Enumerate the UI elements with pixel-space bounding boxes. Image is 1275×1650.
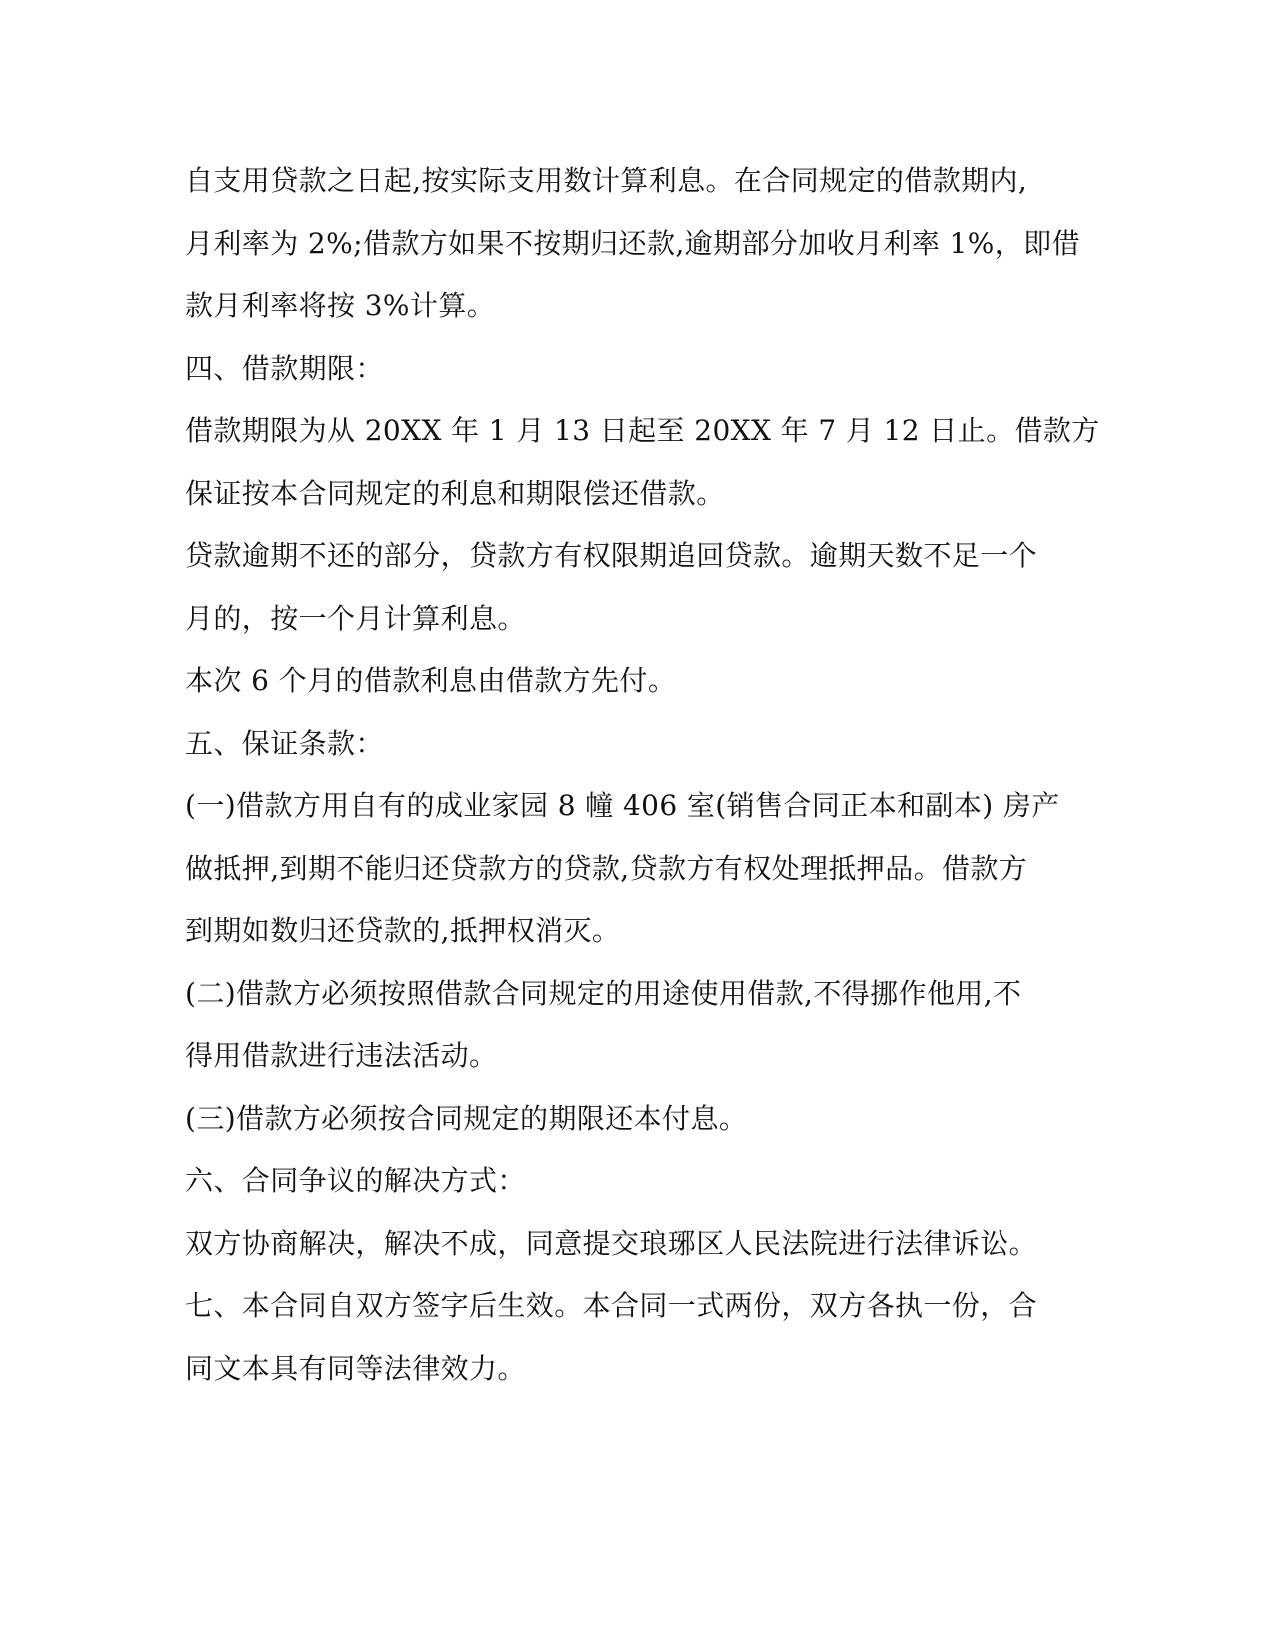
text-line-term-2: 保证按本合同规定的利息和期限偿还借款。 — [185, 476, 725, 510]
text-line-overdue-1: 贷款逾期不还的部分，贷款方有权限期追回贷款。逾期天数不足一个 — [185, 539, 1038, 572]
text-line-guarantee-2a: (二)借款方必须按照借款合同规定的用途使用借款,不得挪作他用,不 — [185, 976, 1022, 1010]
text-line-term-1: 借款期限为从 20XX 年 1 月 13 日起至 20XX 年 7 月 12 日止。借款方 — [185, 414, 1100, 447]
section-heading-loan-term: 四、借款期限： — [185, 351, 384, 385]
text-line-prepaid-interest: 本次 6 个月的借款利息由借款方先付。 — [185, 664, 677, 697]
section-heading-guarantee: 五、保证条款： — [185, 726, 384, 760]
text-line-effective-2: 同文本具有同等法律效力。 — [185, 1351, 526, 1385]
text-line-guarantee-2b: 得用借款进行违法活动。 — [185, 1039, 498, 1072]
text-line-effective-1: 七、本合同自双方签字后生效。本合同一式两份，双方各执一份，合 — [185, 1289, 1038, 1322]
text-line-interest-3: 款月利率将按 3%计算。 — [185, 289, 496, 322]
text-line-guarantee-1a: (一)借款方用自有的成业家园 8 幢 406 室(销售合同正本和副本) 房产 — [185, 789, 1060, 822]
section-heading-dispute: 六、合同争议的解决方式： — [185, 1164, 526, 1197]
text-line-guarantee-3: (三)借款方必须按合同规定的期限还本付息。 — [185, 1101, 748, 1135]
text-line-interest-1: 自支用贷款之日起,按实际支用数计算利息。在合同规定的借款期内, — [185, 164, 1028, 197]
document-page — [185, 150, 1100, 1400]
text-line-interest-2: 月利率为 2%;借款方如果不按期归还款,逾期部分加收月利率 1%，即借 — [185, 226, 1080, 260]
text-line-guarantee-1c: 到期如数归还贷款的,抵押权消灭。 — [185, 914, 621, 947]
text-line-dispute: 双方协商解决，解决不成，同意提交琅琊区人民法院进行法律诉讼。 — [185, 1226, 1038, 1260]
text-line-guarantee-1b: 做抵押,到期不能归还贷款方的贷款,贷款方有权处理抵押品。借款方 — [185, 851, 1028, 885]
text-line-overdue-2: 月的，按一个月计算利息。 — [185, 601, 526, 635]
